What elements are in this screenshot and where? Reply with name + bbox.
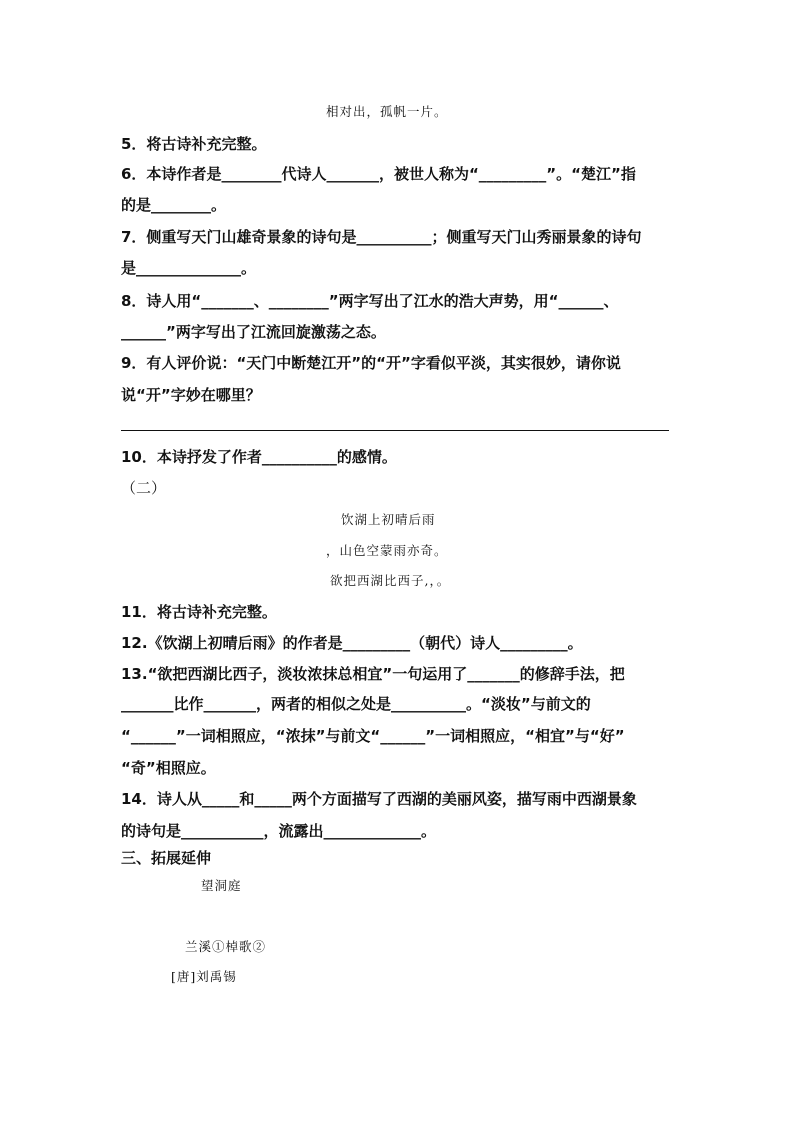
poem4-author: [唐]刘禹锡 [171, 969, 237, 984]
poem2-line-2: 欲把西湖比西子,，。 [330, 573, 451, 588]
section-three-heading: 三、拓展延伸 [121, 849, 212, 867]
question-6-line-2: 的是________。 [121, 196, 227, 214]
question-7-line-1: 7．侧重写天门山雄奇景象的诗句是__________；侧重写天门山秀丽景象的诗句 [121, 228, 642, 246]
question-13-line-4: “奇”相照应。 [121, 759, 216, 777]
question-6-line-1: 6．本诗作者是________代诗人_______，被世人称为“_________”。“楚江”指 [121, 165, 636, 183]
section-two-heading: （二） [121, 479, 167, 497]
question-11: 11．将古诗补充完整。 [121, 603, 277, 621]
question-9-line-2: 说“开”字妙在哪里？ [121, 386, 261, 404]
poem2-title: 饮湖上初晴后雨 [341, 512, 436, 527]
question-13-line-3: “______”一词相照应，“浓抹”与前文“______”一词相照应，“相宜”与“好” [121, 727, 625, 745]
question-8-line-2: ______”两字写出了江流回旋激荡之态。 [121, 323, 386, 341]
question-8-line-1: 8．诗人用“_______、________”两字写出了江水的浩大声势，用“______、 [121, 292, 619, 310]
poem2-line-1: ，山色空蒙雨亦奇。 [326, 543, 448, 558]
question-13-line-2: _______比作_______，两者的相似之处是__________。“淡妆”与前文的 [121, 695, 591, 713]
answer-line [121, 430, 669, 431]
question-7-line-2: 是______________。 [121, 259, 257, 277]
question-10: 10．本诗抒发了作者__________的感情。 [121, 448, 397, 466]
question-13-line-1: 13.“欲把西湖比西子，淡妆浓抹总相宜”一句运用了_______的修辞手法，把 [121, 665, 625, 683]
question-9-line-1: 9．有人评价说：“天门中断楚江开”的“开”字看似平淡，其实很妙，请你说 [121, 354, 621, 372]
question-12: 12.《饮湖上初晴后雨》的作者是_________（朝代）诗人_________。 [121, 634, 583, 652]
question-5: 5．将古诗补充完整。 [121, 135, 267, 153]
question-14-line-2: 的诗句是___________，流露出_____________。 [121, 822, 437, 840]
question-14-line-1: 14．诗人从_____和_____两个方面描写了西湖的美丽风姿，描写雨中西湖景象 [121, 790, 637, 808]
poem3-title: 望洞庭 [201, 878, 242, 893]
poem4-title: 兰溪①棹歌② [185, 939, 267, 954]
poem1-line-end: 相对出，孤帆一片。 [326, 104, 448, 119]
